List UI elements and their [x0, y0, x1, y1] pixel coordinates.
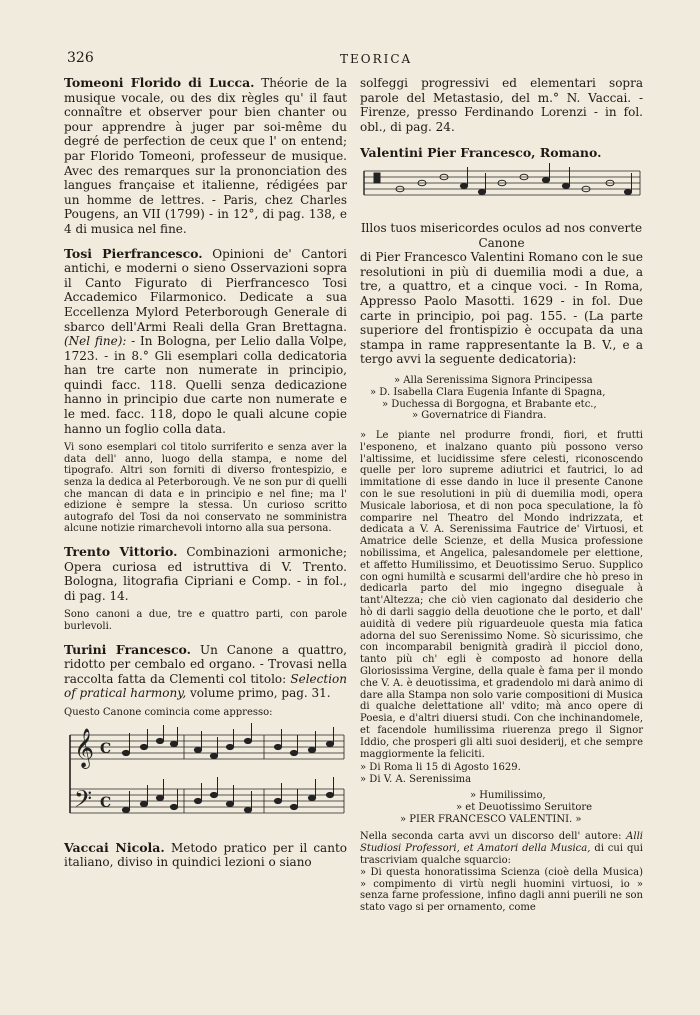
entry-italic: Selection of pratical harmony, — [64, 671, 347, 701]
svg-text:C: C — [100, 740, 112, 757]
address-line: » Duchessa di Borgogna, et Brabante etc., — [382, 398, 597, 410]
entry-tosi — [64, 247, 347, 437]
entry-vaccai — [64, 841, 347, 870]
entry-turini — [64, 643, 347, 701]
canone-label: Canone — [478, 235, 525, 250]
svg-text:𝄞: 𝄞 — [74, 727, 95, 768]
entry-heading: Turini Francesco. — [64, 641, 192, 657]
entry-trento — [64, 545, 347, 603]
entry-heading: Tomeoni Florido di Lucca. — [64, 75, 255, 90]
entry-text: Nella seconda carta avvi un discorso dell' autore: — [360, 831, 622, 843]
dedication-closing — [360, 790, 643, 825]
entry-heading: Vaccai Nicola. — [64, 839, 165, 855]
dedication-address — [360, 375, 643, 422]
second-discourse — [360, 831, 643, 866]
entry-text: Opinioni de' Cantori antichi, e moderni o sieno Osservazioni sopra il Canto Figurato di Pierfrancesco Tosi Accademico Filarmonico. Dedicate a sua Eccellenza Mylord Peterborough Generale di sbarco dell'Armi Reali della Gran Brettagna. — [64, 246, 347, 334]
note-tosi: Vi sono esemplari col titolo surriferito e senza aver la data dell' anno, luogo della stampa, e nome del tipografo. Altri son forniti di diverso frontespizio, e senza la dedica al Peterborough. Ve ne son pur di quelli che mancan di data e in principio e nel fine; ma l' edizione è sempre la stessa. Un curioso scritto autografo del Tosi da noi conservato ne somministra alcune notizie rimarchevoli intorno alla sua persona. — [64, 442, 347, 535]
address-line: » Governatrice di Fiandra. — [412, 410, 547, 422]
running-header: TEORICA — [340, 52, 413, 66]
right-column — [360, 76, 643, 914]
music-staff-icon — [360, 163, 643, 215]
entry-vaccai-continued: solfeggi progressivi ed elementari sopra parole del Metastasio, del m.° N. Vaccai. - Firenze, presso Ferdinando Lorenzi - in fol. obl., di pag. 24. — [360, 76, 643, 134]
entry-text: di cui qui trascriviam qualche squarcio: — [360, 843, 643, 866]
date-line: » Di Roma li 15 di Agosto 1629. — [360, 762, 521, 774]
entry-heading: Tosi Pierfrancesco. — [64, 245, 203, 261]
entry-text: volume primo, pag. 31. — [190, 686, 331, 701]
closing-line: » PIER FRANCESCO VALENTINI. » — [400, 813, 582, 825]
music-staff-icon — [64, 723, 347, 831]
note-trento: Sono canoni a due, tre e quattro parti, con parole burlevoli. — [64, 609, 347, 632]
entry-tomeoni — [64, 76, 347, 237]
closing-line: » et Deuotissimo Seruitore — [456, 801, 593, 813]
closing-line: » Humilissimo, — [470, 790, 546, 801]
dedication-text: » Le piante nel produrre frondi, fiori, et frutti l'esponeno, et inalzano quanto più possono verso l'altissime, et lucidissime sfere celesti, riconoscendo quelle per loro supreme adiutrici et fautrici, lo ad immitatione di esse dando in luce il presente Canone con le sue resolutioni in più di duemilia modi, opera Musicale laboriosa, et di non poca speculatione, la fò comparire nel Theatro del Mondo indrizzata, et dedicata a V. A. Serenissima Fautrice de' Virtuosi, et Amatrice delle Scienze, et della Musica professione nobilissima, et Angelica, palesandomele per elettione, et affetto Humilissimo, et Deuotissimo Seruo. Supplico con ogni humiltà e scusarmi dell'ardire che hò preso in dedicarla parto del mio ingegno diseguale à tant'Altezza; che ciò vien cagionato dal desiderio che hò di darli saggio della deuotione che le porto, et dall' auidità di vedere più riguardeuole questa mia fatica adorna del suo Serenissimo Nome. Sò sicurissimo, che con incomparabil benignità gradirà il picciol dono, tanto più ch' egli è composto ad honore della Gloriosissima Vergine, della quale è fama per il mondo che V. A. è deuotissima, et gradendolo mi darà animo di dare alla Stampa non solo varie compositioni di Musica di qualche delettatione all' vdito; mà anco opere di Poesia, e d'altri diuersi studi. Con che inchinandomele, et facendole humilissima riuerenza prego il Signor Iddio, che prosperi gli alti suoi desiderij, et che sempre maggiormente la feliciti. — [360, 430, 643, 760]
svg-text:𝄢: 𝄢 — [74, 784, 93, 818]
page-number: 326 — [67, 50, 94, 66]
dedication-date — [360, 762, 643, 786]
entry-text: Combinazioni armoniche; Opera curiosa ed istruttiva di V. Trento. Bologna, litografia Cipriani e Comp. - in fol., di pag. 14. — [64, 545, 347, 603]
entry-text: Théorie de la musique vocale, ou des dix règles qu' il faut connaître et observer pour bien chanter ou pour apprendre à juger par soi-même du degré de perfection de ceux que l' on entend; par Florido Tomeoni, professeur de musique. Avec des remarques sur la prononciation des langues française et italienne, rédigées par un homme de lettres. - Paris, chez Charles Pougens, an VII (1799) - in 12°, di pag. 138, e 4 di musica nel fine. — [64, 76, 347, 236]
entry-valentini: di Pier Francesco Valentini Romano con le sue resolutioni in più di duemilia modi a due, a tre, a quattro, et a cinque voci. - In Roma, Appresso Paolo Masotti. 1629 - in fol. Due carte in principio, poi pag. 155. - (La parte superiore del frontispizio è occupata da una stampa in rame rappresentante la B. V., e a tergo avvi la seguente dedicatoria): — [360, 250, 643, 367]
address-line: » Alla Serenissima Signora Principessa — [394, 374, 593, 386]
entry-italic: (Nel fine): — [64, 334, 127, 349]
address-line: » D. Isabella Clara Eugenia Infante di Spagna, — [370, 386, 606, 398]
entry-heading: Valentini Pier Francesco, Romano. — [360, 145, 602, 161]
entry-text: - In Bologna, per Lelio dalla Volpe, 1723. - in 8.° Gli esemplari colla dedicatoria han tre carte non numerate in principio, quindi facc. 118. Quelli senza dedicazione hanno in principio due carte non numerate e le med. facc. 118, dopo le quali alcune copie hanno un foglio colla data. — [64, 334, 347, 436]
entry-text: Un Canone a quattro, ridotto per cembalo ed organo. - Trovasi nella raccolta fatta da Clementi col titolo: — [64, 642, 347, 686]
svg-text:C: C — [100, 794, 112, 811]
date-line: » Di V. A. Serenissima — [360, 774, 472, 786]
second-quote: » Di questa honoratissima Scienza (cioè della Musica) » compimento di virtù negli huomini virtuosi, io » senza farne professione, infino dagli anni puerili ne son stato vago si per ornamento, come — [360, 866, 643, 914]
note-turini: Questo Canone comincia come appresso: — [64, 706, 273, 718]
entry-valentini-heading — [360, 146, 643, 161]
entry-italic: Alli Studiosi Professori, et Amatori della Musica, — [360, 831, 643, 855]
entry-heading: Trento Vittorio. — [64, 544, 178, 559]
left-column — [64, 76, 347, 876]
motto: Illos tuos misericordes oculos ad nos converte — [360, 220, 643, 235]
entry-text: Metodo pratico per il canto italiano, diviso in quindici lezioni o siano — [64, 840, 347, 870]
